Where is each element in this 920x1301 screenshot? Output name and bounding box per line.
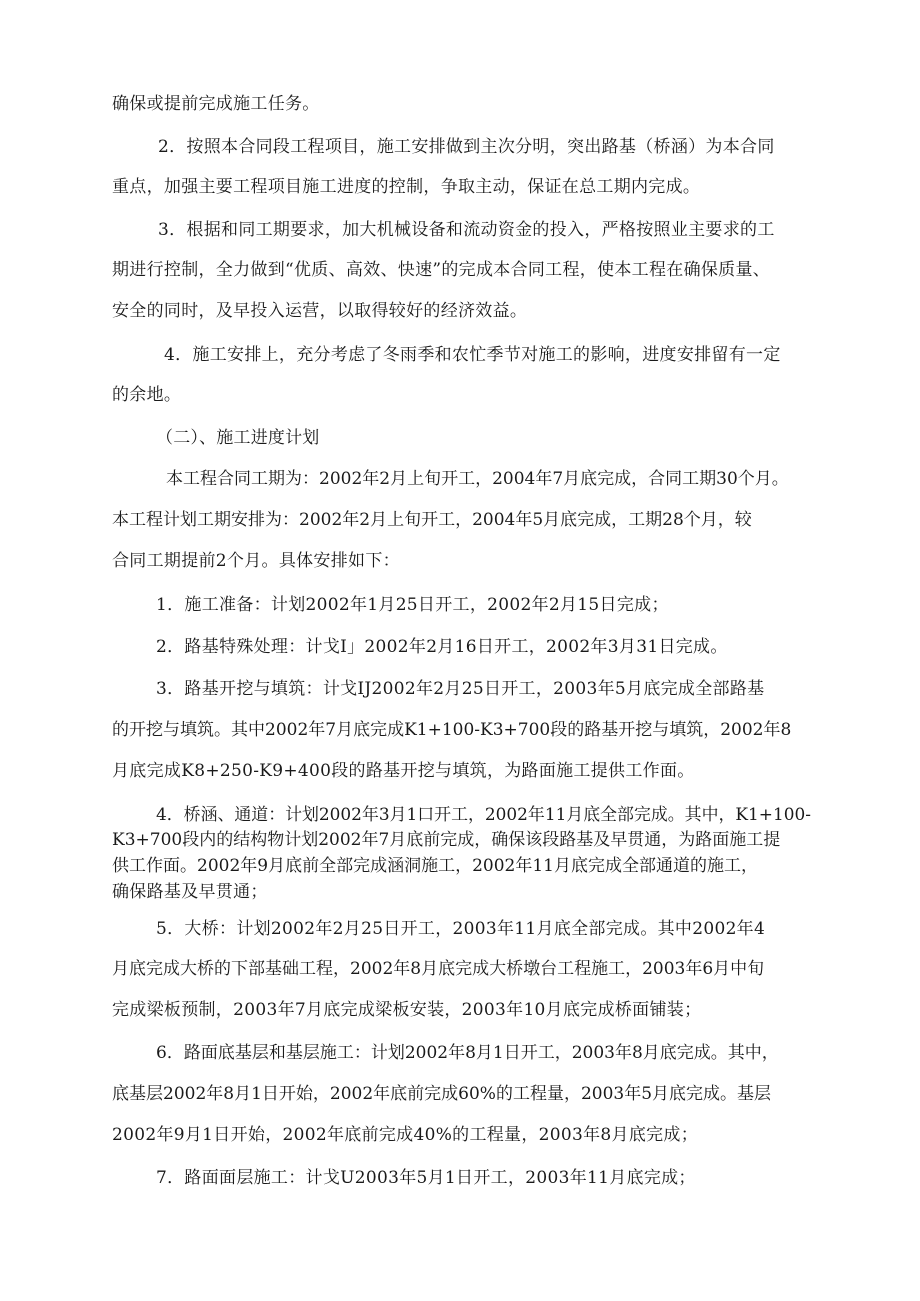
paragraph-9-line-0: 4．桥涵、通道：计划2002年3月1口开工，2002年11月底全部完成。其中，K1+100- bbox=[156, 804, 811, 824]
paragraph-12-line-0: 7．路面面层施工：计戈U2003年5月1日开工，2003年11月底完成； bbox=[156, 1168, 696, 1188]
paragraph-9-line-3: 确保路基及早贯通； bbox=[112, 882, 268, 902]
section-heading: （二）、施工进度计划 bbox=[156, 428, 320, 448]
paragraph-3-line-0: 4．施工安排上，充分考虑了冬雨季和农忙季节对施工的影响，进度安排留有一定 bbox=[164, 345, 781, 365]
paragraph-8-line-0: 3．路基开挖与填筑：计戈IJ2002年2月25日开工，2003年5月底完成全部路基 bbox=[156, 679, 765, 699]
paragraph-6-line-0: 1．施工准备：计划2002年1月25日开工，2002年2月15日完成； bbox=[156, 595, 669, 615]
paragraph-1-line-0: 2．按照本合同段工程项目，施工安排做到主次分明，突出路基（桥涵）为本合同 bbox=[158, 137, 775, 157]
paragraph-11-line-1: 底基层2002年8月1日开始，2002年底前完成60%的工程量，2003年5月底完成。基层 bbox=[112, 1084, 772, 1104]
paragraph-1-line-1: 重点，加强主要工程项目施工进度的控制，争取主动，保证在总工期内完成。 bbox=[112, 177, 701, 197]
paragraph-8-line-2: 月底完成K8+250-K9+400段的路基开挖与填筑，为路面施工提供工作面。 bbox=[112, 761, 695, 781]
paragraph-10-line-0: 5．大桥：计划2002年2月25日开工，2003年11月底全部完成。其中2002年4 bbox=[156, 919, 766, 939]
paragraph-10-line-2: 完成梁板预制，2003年7月底完成梁板安装，2003年10月底完成桥面铺装； bbox=[112, 1000, 702, 1020]
paragraph-11-line-0: 6．路面底基层和基层施工：计划2002年8月1日开工，2003年8月底完成。其中， bbox=[156, 1043, 779, 1063]
paragraph-9-line-1: K3+700段内的结构物计划2002年7月底前完成，确保该段路基及早贯通，为路面施工提 bbox=[112, 830, 781, 850]
paragraph-2-line-2: 安全的同时，及早投入运营，以取得较好的经济效益。 bbox=[112, 301, 528, 321]
paragraph-8-line-1: 的开挖与填筑。其中2002年7月底完成K1+100-K3+700段的路基开挖与填筑，2002年8 bbox=[112, 720, 792, 740]
paragraph-5-line-0: 本工程合同工期为：2002年2月上旬开工，2004年7月底完成，合同工期30个月。 bbox=[166, 469, 789, 489]
paragraph-5-line-2: 合同工期提前2个月。具体安排如下： bbox=[112, 551, 400, 571]
paragraph-0-line-0: 确保或提前完成施工任务。 bbox=[112, 94, 320, 114]
paragraph-5-line-1: 本工程计划工期安排为：2002年2月上旬开工，2004年5月底完成，工期28个月，较 bbox=[112, 510, 752, 530]
paragraph-10-line-1: 月底完成大桥的下部基础工程，2002年8月底完成大桥墩台工程施工，2003年6月中旬 bbox=[112, 959, 765, 979]
paragraph-7-line-0: 2．路基特殊处理：计戈I」2002年2月16日开工，2002年3月31日完成。 bbox=[156, 637, 728, 657]
paragraph-11-line-2: 2002年9月1日开始，2002年底前完成40%的工程量，2003年8月底完成； bbox=[112, 1125, 699, 1145]
paragraph-3-line-1: 的余地。 bbox=[112, 385, 182, 405]
paragraph-2-line-1: 期进行控制，全力做到“优质、高效、快速”的完成本合同工程，使本工程在确保质量、 bbox=[112, 260, 771, 280]
paragraph-2-line-0: 3．根据和同工期要求，加大机械设备和流动资金的投入，严格按照业主要求的工 bbox=[158, 220, 775, 240]
paragraph-9-line-2: 供工作面。2002年9月底前全部完成涵洞施工，2002年11月底完成全部通道的施工， bbox=[112, 856, 758, 876]
